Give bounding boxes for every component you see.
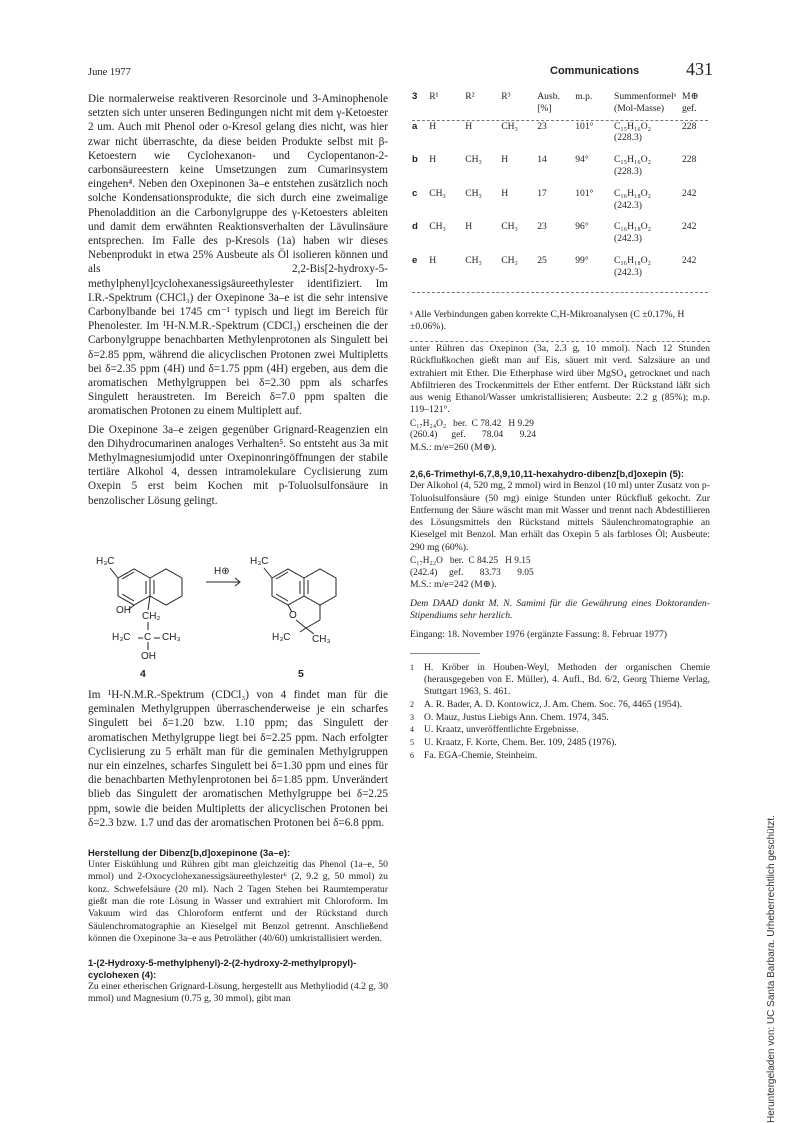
paragraph: Die Oxepinone 3a–e zeigen gegenüber Grignard-Reagenzien ein den Dihydrocumarinen analoges Verhalten⁵. So entsteht aus 3a mit Methylmagnesiumjodid unter Oxepinonringöffnungen der stabile tertiäre Alkohol 4, dessen intramolekulare Cyclisierung zum Oxepin 5 erst beim Kochen mit p-Toluolsulfonsäure in benzolischer Lösung gelingt. xyxy=(88,423,388,507)
methyl-label: CH₃ xyxy=(162,632,181,643)
molar-mass: (242.3) xyxy=(614,199,642,211)
molar-mass: (242.3) xyxy=(614,233,642,245)
table-row xyxy=(410,121,710,145)
table-cell xyxy=(612,221,680,245)
table-cell: 228 xyxy=(682,120,697,132)
methyl-label: H₃C xyxy=(96,556,115,567)
table-cell: b xyxy=(412,154,418,166)
table-cell: 94° xyxy=(575,154,589,166)
reference-text: O. Mauz, Justus Liebigs Ann. Chem. 1974, 345. xyxy=(424,711,609,723)
col-header: Summenformelᵃ (Mol-Masse) xyxy=(614,91,677,114)
mass-spec: M.S.: m/e=260 (M⊕). xyxy=(410,441,497,453)
table-cell: 99° xyxy=(575,254,589,266)
table-cell: CH₃ xyxy=(501,254,518,266)
paragraph: Unter Eiskühlung und Rühren gibt man gleichzeitig das Phenol (1a–e, 50 mmol) und 2-Oxocyclohexanessigsäureethylester⁶ (2, 9.2 g, 50 mmol) zu konz. Schwefelsäure (20 ml). Nach 2 Tagen Stehen bei Raumtemperatur gießt man die rote Lösung in Wasser und extrahiert mit Chloroform. Im Vakuum wird das Chloroform entfernt und der Rückstand durch Säulenchromatographie an Kieselgel mit Benzol getrennt. Anschließend können die Oxepinone 3a–e aus Petroläther (40/60) umkristallisiert werden. xyxy=(88,859,388,944)
table-cell: 101° xyxy=(575,120,594,132)
left-column-lower xyxy=(88,688,388,1006)
table-cell: 17 xyxy=(537,187,547,199)
reference-number: 4 xyxy=(410,725,414,735)
oxygen-label: O xyxy=(289,610,297,621)
molar-mass: (228.3) xyxy=(614,132,642,144)
table-cell xyxy=(612,154,680,178)
divider xyxy=(410,653,480,654)
table-row xyxy=(410,154,710,178)
formula: C₁₅H₁₆O₂ xyxy=(614,154,651,166)
table-cell: 23 xyxy=(537,221,547,233)
compound-number-5: 5 xyxy=(298,668,304,680)
formula: C₁₆H₁₈O₂ xyxy=(614,254,651,266)
table-footnote: ᵃ Alle Verbindungen gaben korrekte C,H-Mikroanalysen (C ±0.17%, H ±0.06%). xyxy=(410,308,685,332)
table-row xyxy=(410,188,710,212)
compound-number-4: 4 xyxy=(140,668,146,680)
table-cell: H xyxy=(465,221,473,233)
acknowledgement: Dem DAAD dankt M. N. Samimi für die Gewährung eines Doktoranden-Stipendiums sehr herzlich. xyxy=(410,597,710,621)
references xyxy=(410,662,710,761)
paragraph: unter Rühren das Oxepinon (3a, 2.3 g, 10 mmol). Nach 12 Stunden Rückflußkochen gießt man auf Eis, säuert mit verd. Salzsäure an und extrahiert mit Ether. Die Etherphase wird über MgSO₄ getrocknet und nach Abfiltrieren des Trockenmittels der Ether entfernt. Der Rückstand läßt sich aus wenig Ethanol/Wasser umkristallisieren; Ausbeute: 2.2 g (85%); m.p. 119–121°. xyxy=(410,343,710,416)
reference-number: 1 xyxy=(410,663,414,673)
table-cell xyxy=(612,121,680,145)
section-heading: 1-(2-Hydroxy-5-methylphenyl)-2-(2-hydroxy-2-methylpropyl)-cyclohexen (4): xyxy=(88,957,357,981)
reference-number: 3 xyxy=(410,712,414,722)
table-cell: CH₃ xyxy=(429,221,446,233)
section-heading: Herstellung der Dibenz[b,d]oxepinone (3a–e): xyxy=(88,847,291,859)
table-cell: CH₃ xyxy=(465,254,482,266)
table-cell: H xyxy=(429,154,437,166)
reference-number: 2 xyxy=(410,699,414,709)
methyl-label: CH₃ xyxy=(312,634,331,645)
paragraph: Der Alkohol (4, 520 mg, 2 mmol) wird in Benzol (10 ml) unter Zusatz von p-Toluolsulfonsäure (50 mg) einige Stunden unter Rückfluß gekocht. Zur Entfernung der Säure wäscht man mit Wasser und trennt nach Abdestillieren des Lösungsmittels den Rückstand mittels Säulenchromatographie an Kieselgel mit Benzol. Man erhält das Oxepin 5 als farbloses Öl; Ausbeute: 290 mg (60%). xyxy=(410,480,710,553)
scheme-drawing xyxy=(88,548,388,680)
hydroxyl-label: OH xyxy=(141,651,156,662)
table-row xyxy=(410,221,710,245)
table-cell: H xyxy=(501,154,509,166)
formula: C₁₆H₁₈O₂ xyxy=(614,221,651,233)
table-cell: H xyxy=(429,254,437,266)
table-header xyxy=(410,91,710,115)
elemental-analysis: C₁₇H₂₂O ber. C 84.25 H 9.15 (242.4) gef. 83.73 9.05 xyxy=(410,556,534,578)
reference-item xyxy=(410,712,710,724)
methyl-label: H₃C xyxy=(272,632,291,643)
reference-text: U. Kraatz, unveröffentlichte Ergebnisse. xyxy=(424,724,579,736)
section-heading: 2,6,6-Trimethyl-6,7,8,9,10,11-hexahydro-dibenz[b,d]oxepin (5): xyxy=(410,468,685,480)
table-cell: CH₃ xyxy=(465,154,482,166)
table-cell: 96° xyxy=(575,221,589,233)
table-cell: H xyxy=(465,120,473,132)
col-header: Ausb. [%] xyxy=(537,91,560,114)
table-cell: 25 xyxy=(537,254,547,266)
download-notice: Heruntergeladen von: UC Santa Barbara. Urheberrechtlich geschützt. xyxy=(766,815,777,1123)
paragraph: Zu einer etherischen Grignard-Lösung, hergestellt aus Methyliodid (4.2 g, 30 mmol) und Magnesium (0.75 g, 30 mmol), gibt man xyxy=(88,981,388,1005)
reference-text: A. R. Bader, A. D. Kontowicz, J. Am. Chem. Soc. 76, 4465 (1954). xyxy=(424,698,683,710)
reference-text: H. Kröber in Houben-Weyl, Methoden der organischen Chemie (herausgegeben von E. Müller), 4. Aufl., Bd. 6/2, Georg Thieme Verlag, Stuttgart 1963, S. 461. xyxy=(424,662,710,698)
divider xyxy=(410,341,710,342)
methyl-label: H₃C xyxy=(112,632,131,643)
table-cell xyxy=(612,255,680,279)
table-cell: 14 xyxy=(537,154,547,166)
table-cell xyxy=(612,188,680,212)
col-header: m.p. xyxy=(575,91,593,102)
reference-text: U. Kraatz, F. Korte, Chem. Ber. 109, 2485 (1976). xyxy=(424,737,617,749)
reference-number: 5 xyxy=(410,738,414,748)
left-column xyxy=(88,92,388,508)
molar-mass: (228.3) xyxy=(614,165,642,177)
table-cell: 101° xyxy=(575,187,594,199)
table-cell: H xyxy=(501,187,509,199)
methyl-label: H₃C xyxy=(250,556,269,567)
table-cell: 242 xyxy=(682,187,697,199)
catalyst-label: H⊕ xyxy=(214,566,230,577)
paragraph: Die normalerweise reaktiveren Resorcinole und 3-Aminophenole setzten sich unter unseren Bedingungen nicht mit dem γ-Ketoester 2 um. Auch mit Phenol oder o-Kresol gelang dies nicht, was hier zwar nicht überraschte, da diese beiden Produkte selbst mit β-Ketoestern wie Cyclohexanon- und Cyclopentanon-2-carbonsäureestern keine Umsetzungen zum Cumarinsystem eingehen⁴. Neben den Oxepinonen 3a–e entstehen zusätzlich noch solche Kondensationsprodukte, die sich durch eine zweimalige Phenoladdition an die Carbonylgruppe des γ-Ketoesters ableiten und damit dem erwähnten Reaktionsverhalten der Lävulinsäure entsprechen. Im Falle des p-Kresols (1a) haben wir dieses Nebenprodukt in etwa 25% Ausbeute als Öl isolieren können und als 2,2-Bis[2-hydroxy-5-methylphenyl]cyclohexanessigsäureethylester identifiziert. Im I.R.-Spektrum (CHCl₃) der Oxepinone 3a–e ist die sehr intensive Carbonylbande bei 1745 cm⁻¹ typisch und liegt im Bereich für Phenolester. Im ¹H-N.M.R.-Spektrum (CDCl₃) erscheinen die der Carbonylgruppe benachbarten Methylenprotonen als Singulett bei δ=2.85 ppm, während die alicyclischen Protonen zwei Multipletts bei δ=2.35 ppm (4H) und δ=1.75 ppm (4H) ergeben, aus dem die aromatischen Methylgruppen bei δ=2.30 ppm als scharfes Singulett heraustreten. Im Bereich δ=7.0 ppm spalten die aromatischen Protonen zu einem Multiplett auf. xyxy=(88,93,388,418)
col-header: 3 xyxy=(412,91,418,102)
table-row xyxy=(410,255,710,279)
page-number: 431 xyxy=(686,59,713,79)
table-cell: CH₃ xyxy=(429,187,446,199)
received-date: Eingang: 18. November 1976 (ergänzte Fassung: 8. Februar 1977) xyxy=(410,629,668,641)
paragraph: Im ¹H-N.M.R.-Spektrum (CDCl₃) von 4 findet man für die geminalen Methylgruppen überraschenderweise je ein scharfes Singulett bei δ=1.20 bzw. 1.10 ppm; das Singulett der aromatischen Methylgruppe liegt bei δ=2.25 ppm. Nach erfolgter Cyclisierung zu 5 erhält man für die geminalen Methylgruppen nur ein einzelnes, scharfes Singulett bei δ=1.30 ppm und eines für die benachbarten Methylenprotonen bei δ=1.85 ppm. Unverändert blieb das Singulett der aromatischen Methylgruppe bei δ=2.25 ppm, sowie die beiden Multipletts der alicyclischen Protonen bei δ=2.3 bzw. 1.7 und das der aromatischen Protonen bei δ=6.8 ppm. xyxy=(88,689,388,829)
reference-item xyxy=(410,750,710,762)
reference-item xyxy=(410,699,710,711)
hydroxyl-label: OH xyxy=(116,605,131,616)
reference-text: Fa. EGA-Chemie, Steinheim. xyxy=(424,750,538,761)
methylene-label: CH₂ xyxy=(142,611,161,622)
reference-item xyxy=(410,724,710,736)
table-cell: c xyxy=(412,187,418,199)
table-cell: CH₃ xyxy=(501,221,518,233)
reaction-scheme xyxy=(88,548,388,680)
molar-mass: (242.3) xyxy=(614,266,642,278)
mass-spec: M.S.: m/e=242 (M⊕). xyxy=(410,579,497,591)
table-cell: CH₃ xyxy=(501,120,518,132)
formula: C₁₆H₁₈O₂ xyxy=(614,187,651,199)
table-cell: e xyxy=(412,254,418,266)
col-header: R³ xyxy=(501,91,511,102)
table-cell: 228 xyxy=(682,154,697,166)
table-cell: H xyxy=(429,120,437,132)
table-cell: a xyxy=(412,120,418,132)
reference-number: 6 xyxy=(410,751,414,760)
table-cell: d xyxy=(412,221,418,233)
formula: C₁₅H₁₆O₂ xyxy=(614,120,651,132)
carbon-label: C xyxy=(144,632,152,643)
col-header: R¹ xyxy=(429,91,439,102)
section-title: Communications xyxy=(550,65,640,77)
reference-item xyxy=(410,737,710,749)
elemental-analysis: C₁₇H₂₄O₂ ber. C 78.42 H 9.29 (260.4) gef. 78.04 9.24 xyxy=(410,418,537,441)
table-cell: CH₃ xyxy=(465,187,482,199)
col-header: M⊕ gef. xyxy=(682,91,699,114)
compound-table xyxy=(410,91,710,342)
col-header: R² xyxy=(465,91,475,102)
table-cell: 23 xyxy=(537,120,547,132)
running-date: June 1977 xyxy=(88,67,131,78)
reference-item xyxy=(410,662,710,697)
right-column xyxy=(410,343,710,763)
table-cell: 242 xyxy=(682,254,697,266)
table-cell: 242 xyxy=(682,221,697,233)
